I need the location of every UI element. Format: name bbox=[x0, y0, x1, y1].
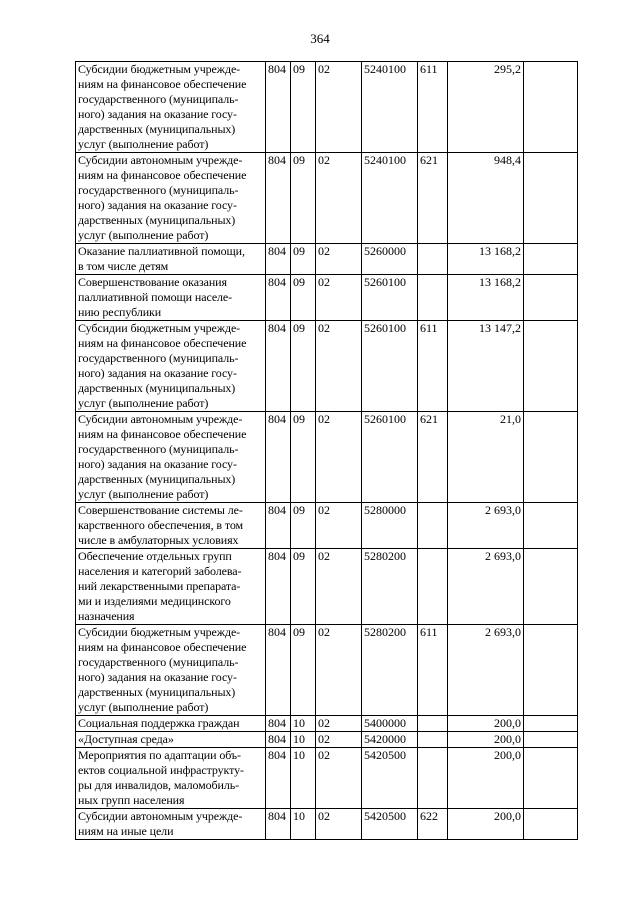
section-code-cell: 09 bbox=[291, 62, 316, 153]
table-row bbox=[76, 809, 578, 840]
target-code-cell: 5240100 bbox=[362, 62, 418, 153]
section-code-cell: 09 bbox=[291, 275, 316, 321]
ministry-code-cell: 804 bbox=[266, 549, 291, 625]
expense-type-cell bbox=[418, 748, 448, 809]
expense-type-cell: 611 bbox=[418, 321, 448, 412]
section-code-cell: 09 bbox=[291, 412, 316, 503]
target-code-cell: 5280200 bbox=[362, 549, 418, 625]
section-code-cell: 09 bbox=[291, 321, 316, 412]
empty-cell bbox=[524, 809, 578, 840]
subsection-code-cell: 02 bbox=[316, 732, 362, 748]
item-name-cell: Социальная поддержка граждан bbox=[76, 716, 266, 732]
table-row bbox=[76, 321, 578, 412]
ministry-code-cell: 804 bbox=[266, 275, 291, 321]
amount-cell: 295,2 bbox=[448, 62, 524, 153]
empty-cell bbox=[524, 412, 578, 503]
table-row bbox=[76, 549, 578, 625]
section-code-cell: 10 bbox=[291, 732, 316, 748]
empty-cell bbox=[524, 732, 578, 748]
expense-type-cell: 622 bbox=[418, 809, 448, 840]
empty-cell bbox=[524, 716, 578, 732]
ministry-code-cell: 804 bbox=[266, 625, 291, 716]
budget-table-body bbox=[76, 62, 578, 840]
ministry-code-cell: 804 bbox=[266, 809, 291, 840]
target-code-cell: 5420500 bbox=[362, 809, 418, 840]
table-row bbox=[76, 244, 578, 275]
ministry-code-cell: 804 bbox=[266, 62, 291, 153]
empty-cell bbox=[524, 244, 578, 275]
ministry-code-cell: 804 bbox=[266, 153, 291, 244]
item-name-cell: Совершенствование системы ле- карственного обеспечения, в том числе в амбулаторных условиях bbox=[76, 503, 266, 549]
ministry-code-cell: 804 bbox=[266, 321, 291, 412]
section-code-cell: 09 bbox=[291, 625, 316, 716]
subsection-code-cell: 02 bbox=[316, 321, 362, 412]
subsection-code-cell: 02 bbox=[316, 809, 362, 840]
expense-type-cell bbox=[418, 549, 448, 625]
amount-cell: 200,0 bbox=[448, 716, 524, 732]
budget-table bbox=[75, 61, 578, 840]
empty-cell bbox=[524, 62, 578, 153]
section-code-cell: 10 bbox=[291, 716, 316, 732]
target-code-cell: 5400000 bbox=[362, 716, 418, 732]
expense-type-cell: 611 bbox=[418, 625, 448, 716]
empty-cell bbox=[524, 321, 578, 412]
ministry-code-cell: 804 bbox=[266, 244, 291, 275]
expense-type-cell bbox=[418, 732, 448, 748]
amount-cell: 13 168,2 bbox=[448, 275, 524, 321]
expense-type-cell bbox=[418, 275, 448, 321]
target-code-cell: 5240100 bbox=[362, 153, 418, 244]
subsection-code-cell: 02 bbox=[316, 503, 362, 549]
table-row bbox=[76, 625, 578, 716]
amount-cell: 200,0 bbox=[448, 809, 524, 840]
target-code-cell: 5420500 bbox=[362, 748, 418, 809]
target-code-cell: 5260100 bbox=[362, 412, 418, 503]
expense-type-cell bbox=[418, 716, 448, 732]
amount-cell: 13 168,2 bbox=[448, 244, 524, 275]
subsection-code-cell: 02 bbox=[316, 244, 362, 275]
section-code-cell: 10 bbox=[291, 748, 316, 809]
subsection-code-cell: 02 bbox=[316, 412, 362, 503]
expense-type-cell: 611 bbox=[418, 62, 448, 153]
subsection-code-cell: 02 bbox=[316, 625, 362, 716]
item-name-cell: Мероприятия по адаптации объ- ектов социальной инфраструкту- ры для инвалидов, маломобиль- ных групп населения bbox=[76, 748, 266, 809]
empty-cell bbox=[524, 153, 578, 244]
expense-type-cell bbox=[418, 244, 448, 275]
ministry-code-cell: 804 bbox=[266, 732, 291, 748]
table-row bbox=[76, 748, 578, 809]
item-name-cell: Оказание паллиативной помощи, в том числе детям bbox=[76, 244, 266, 275]
empty-cell bbox=[524, 549, 578, 625]
amount-cell: 2 693,0 bbox=[448, 503, 524, 549]
target-code-cell: 5280200 bbox=[362, 625, 418, 716]
table-row bbox=[76, 412, 578, 503]
ministry-code-cell: 804 bbox=[266, 716, 291, 732]
subsection-code-cell: 02 bbox=[316, 549, 362, 625]
expense-type-cell bbox=[418, 503, 448, 549]
table-row bbox=[76, 153, 578, 244]
amount-cell: 200,0 bbox=[448, 732, 524, 748]
item-name-cell: «Доступная среда» bbox=[76, 732, 266, 748]
item-name-cell: Субсидии автономным учрежде- ниям на финансовое обеспечение государственного (муниципаль- ного) задания на оказание госу- дарственных (муниципальных) услуг (выполнение работ) bbox=[76, 153, 266, 244]
subsection-code-cell: 02 bbox=[316, 62, 362, 153]
table-row bbox=[76, 716, 578, 732]
item-name-cell: Субсидии бюджетным учрежде- ниям на финансовое обеспечение государственного (муниципаль- ного) задания на оказание госу- дарственных (муниципальных) услуг (выполнение работ) bbox=[76, 62, 266, 153]
target-code-cell: 5260100 bbox=[362, 321, 418, 412]
table-row bbox=[76, 503, 578, 549]
section-code-cell: 09 bbox=[291, 244, 316, 275]
target-code-cell: 5260000 bbox=[362, 244, 418, 275]
empty-cell bbox=[524, 748, 578, 809]
table-row bbox=[76, 732, 578, 748]
amount-cell: 200,0 bbox=[448, 748, 524, 809]
item-name-cell: Субсидии автономным учрежде- ниям на финансовое обеспечение государственного (муниципаль- ного) задания на оказание госу- дарственных (муниципальных) услуг (выполнение работ) bbox=[76, 412, 266, 503]
empty-cell bbox=[524, 503, 578, 549]
section-code-cell: 10 bbox=[291, 809, 316, 840]
ministry-code-cell: 804 bbox=[266, 748, 291, 809]
table-row bbox=[76, 62, 578, 153]
target-code-cell: 5420000 bbox=[362, 732, 418, 748]
item-name-cell: Совершенствование оказания паллиативной помощи населе- нию республики bbox=[76, 275, 266, 321]
subsection-code-cell: 02 bbox=[316, 153, 362, 244]
amount-cell: 948,4 bbox=[448, 153, 524, 244]
section-code-cell: 09 bbox=[291, 153, 316, 244]
section-code-cell: 09 bbox=[291, 503, 316, 549]
expense-type-cell: 621 bbox=[418, 153, 448, 244]
amount-cell: 2 693,0 bbox=[448, 549, 524, 625]
item-name-cell: Субсидии бюджетным учрежде- ниям на финансовое обеспечение государственного (муниципаль- ного) задания на оказание госу- дарственных (муниципальных) услуг (выполнение работ) bbox=[76, 321, 266, 412]
page-number: 364 bbox=[310, 31, 330, 46]
ministry-code-cell: 804 bbox=[266, 412, 291, 503]
subsection-code-cell: 02 bbox=[316, 716, 362, 732]
expense-type-cell: 621 bbox=[418, 412, 448, 503]
subsection-code-cell: 02 bbox=[316, 748, 362, 809]
item-name-cell: Субсидии автономным учрежде- ниям на иные цели bbox=[76, 809, 266, 840]
amount-cell: 2 693,0 bbox=[448, 625, 524, 716]
amount-cell: 21,0 bbox=[448, 412, 524, 503]
ministry-code-cell: 804 bbox=[266, 503, 291, 549]
item-name-cell: Субсидии бюджетным учрежде- ниям на финансовое обеспечение государственного (муниципаль- ного) задания на оказание госу- дарственных (муниципальных) услуг (выполнение работ) bbox=[76, 625, 266, 716]
item-name-cell: Обеспечение отдельных групп населения и категорий заболева- ний лекарственными препарата- ми и изделиями медицинского назначения bbox=[76, 549, 266, 625]
target-code-cell: 5260100 bbox=[362, 275, 418, 321]
empty-cell bbox=[524, 275, 578, 321]
amount-cell: 13 147,2 bbox=[448, 321, 524, 412]
table-row bbox=[76, 275, 578, 321]
empty-cell bbox=[524, 625, 578, 716]
section-code-cell: 09 bbox=[291, 549, 316, 625]
subsection-code-cell: 02 bbox=[316, 275, 362, 321]
target-code-cell: 5280000 bbox=[362, 503, 418, 549]
